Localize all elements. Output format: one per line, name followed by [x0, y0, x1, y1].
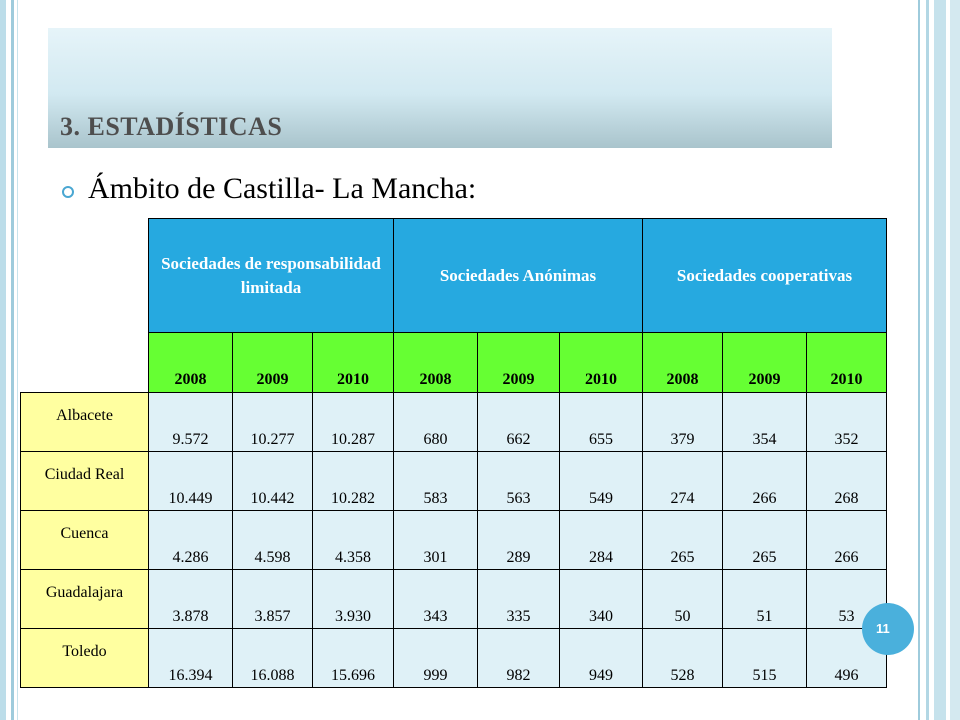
- table-cell: 496: [807, 629, 887, 688]
- table-cell: 662: [478, 393, 560, 452]
- left-decor-line-2: [17, 0, 18, 720]
- table-cell: 284: [560, 511, 643, 570]
- table-row-guadalajara: [21, 570, 887, 629]
- table-cell: 16.394: [149, 629, 233, 688]
- year-header-row: [21, 333, 887, 393]
- statistics-table: [20, 218, 887, 688]
- left-decor-bar: [0, 0, 6, 720]
- bullet-circle-icon: [62, 186, 74, 198]
- year-header: 2008: [643, 333, 723, 393]
- right-decor-line-2: [926, 0, 929, 720]
- table-cell: 655: [560, 393, 643, 452]
- row-label: Guadalajara: [21, 570, 149, 629]
- group-header-coop: Sociedades cooperativas: [643, 219, 887, 333]
- year-header: 2010: [807, 333, 887, 393]
- table-cell: 265: [643, 511, 723, 570]
- row-label: Toledo: [21, 629, 149, 688]
- table-cell: 335: [478, 570, 560, 629]
- slide-title: 3. ESTADÍSTICAS: [60, 112, 283, 141]
- table-cell: 999: [394, 629, 478, 688]
- year-header: 2008: [394, 333, 478, 393]
- row-label: Cuenca: [21, 511, 149, 570]
- year-header: 2009: [478, 333, 560, 393]
- table-cell: 515: [723, 629, 807, 688]
- table-cell: 528: [643, 629, 723, 688]
- row-label: Albacete: [21, 393, 149, 452]
- table-cell: 3.930: [313, 570, 394, 629]
- table-cell: 4.286: [149, 511, 233, 570]
- table-cell: 268: [807, 452, 887, 511]
- table-cell: 583: [394, 452, 478, 511]
- page-number-badge: [862, 603, 914, 655]
- table-cell: 51: [723, 570, 807, 629]
- table-cell: 340: [560, 570, 643, 629]
- table-cell: 354: [723, 393, 807, 452]
- row-label: Ciudad Real: [21, 452, 149, 511]
- table-cell: 289: [478, 511, 560, 570]
- table-cell: 10.277: [233, 393, 313, 452]
- right-decor-line: [918, 0, 920, 720]
- table-cell: 10.449: [149, 452, 233, 511]
- left-decor-line: [11, 0, 14, 720]
- group-header-sa: Sociedades Anónimas: [394, 219, 643, 333]
- table-cell: 53: [807, 570, 887, 629]
- table-cell: 10.282: [313, 452, 394, 511]
- table-cell: 982: [478, 629, 560, 688]
- table-cell: 352: [807, 393, 887, 452]
- table-row-albacete: [21, 393, 887, 452]
- table-cell: 10.442: [233, 452, 313, 511]
- table-cell: 549: [560, 452, 643, 511]
- table-cell: 4.358: [313, 511, 394, 570]
- right-decor-bar: [934, 0, 946, 720]
- table-cell: 15.696: [313, 629, 394, 688]
- title-banner: [48, 28, 832, 148]
- table-row-ciudad-real: [21, 452, 887, 511]
- year-header: 2010: [313, 333, 394, 393]
- right-decor-bar-2: [950, 0, 960, 720]
- table-cell: 266: [723, 452, 807, 511]
- table-cell: 680: [394, 393, 478, 452]
- table-row-cuenca: [21, 511, 887, 570]
- table-cell: 3.857: [233, 570, 313, 629]
- table-cell: 274: [643, 452, 723, 511]
- slide-subtitle: Ámbito de Castilla- La Mancha:: [88, 172, 477, 205]
- table-corner: [21, 219, 149, 393]
- table-cell: 343: [394, 570, 478, 629]
- table-cell: 265: [723, 511, 807, 570]
- year-header: 2008: [149, 333, 233, 393]
- year-header: 2009: [723, 333, 807, 393]
- year-header: 2009: [233, 333, 313, 393]
- table-cell: 10.287: [313, 393, 394, 452]
- table-cell: 3.878: [149, 570, 233, 629]
- table-cell: 563: [478, 452, 560, 511]
- group-header-row: [21, 219, 887, 333]
- table-cell: 266: [807, 511, 887, 570]
- table-cell: 949: [560, 629, 643, 688]
- table-cell: 379: [643, 393, 723, 452]
- year-header: 2010: [560, 333, 643, 393]
- page-number: 11: [876, 621, 890, 636]
- table-cell: 16.088: [233, 629, 313, 688]
- table-cell: 301: [394, 511, 478, 570]
- group-header-srl: Sociedades de responsabilidad limitada: [149, 219, 394, 333]
- table-cell: 4.598: [233, 511, 313, 570]
- table-cell: 9.572: [149, 393, 233, 452]
- table-cell: 50: [643, 570, 723, 629]
- table-row-toledo: [21, 629, 887, 688]
